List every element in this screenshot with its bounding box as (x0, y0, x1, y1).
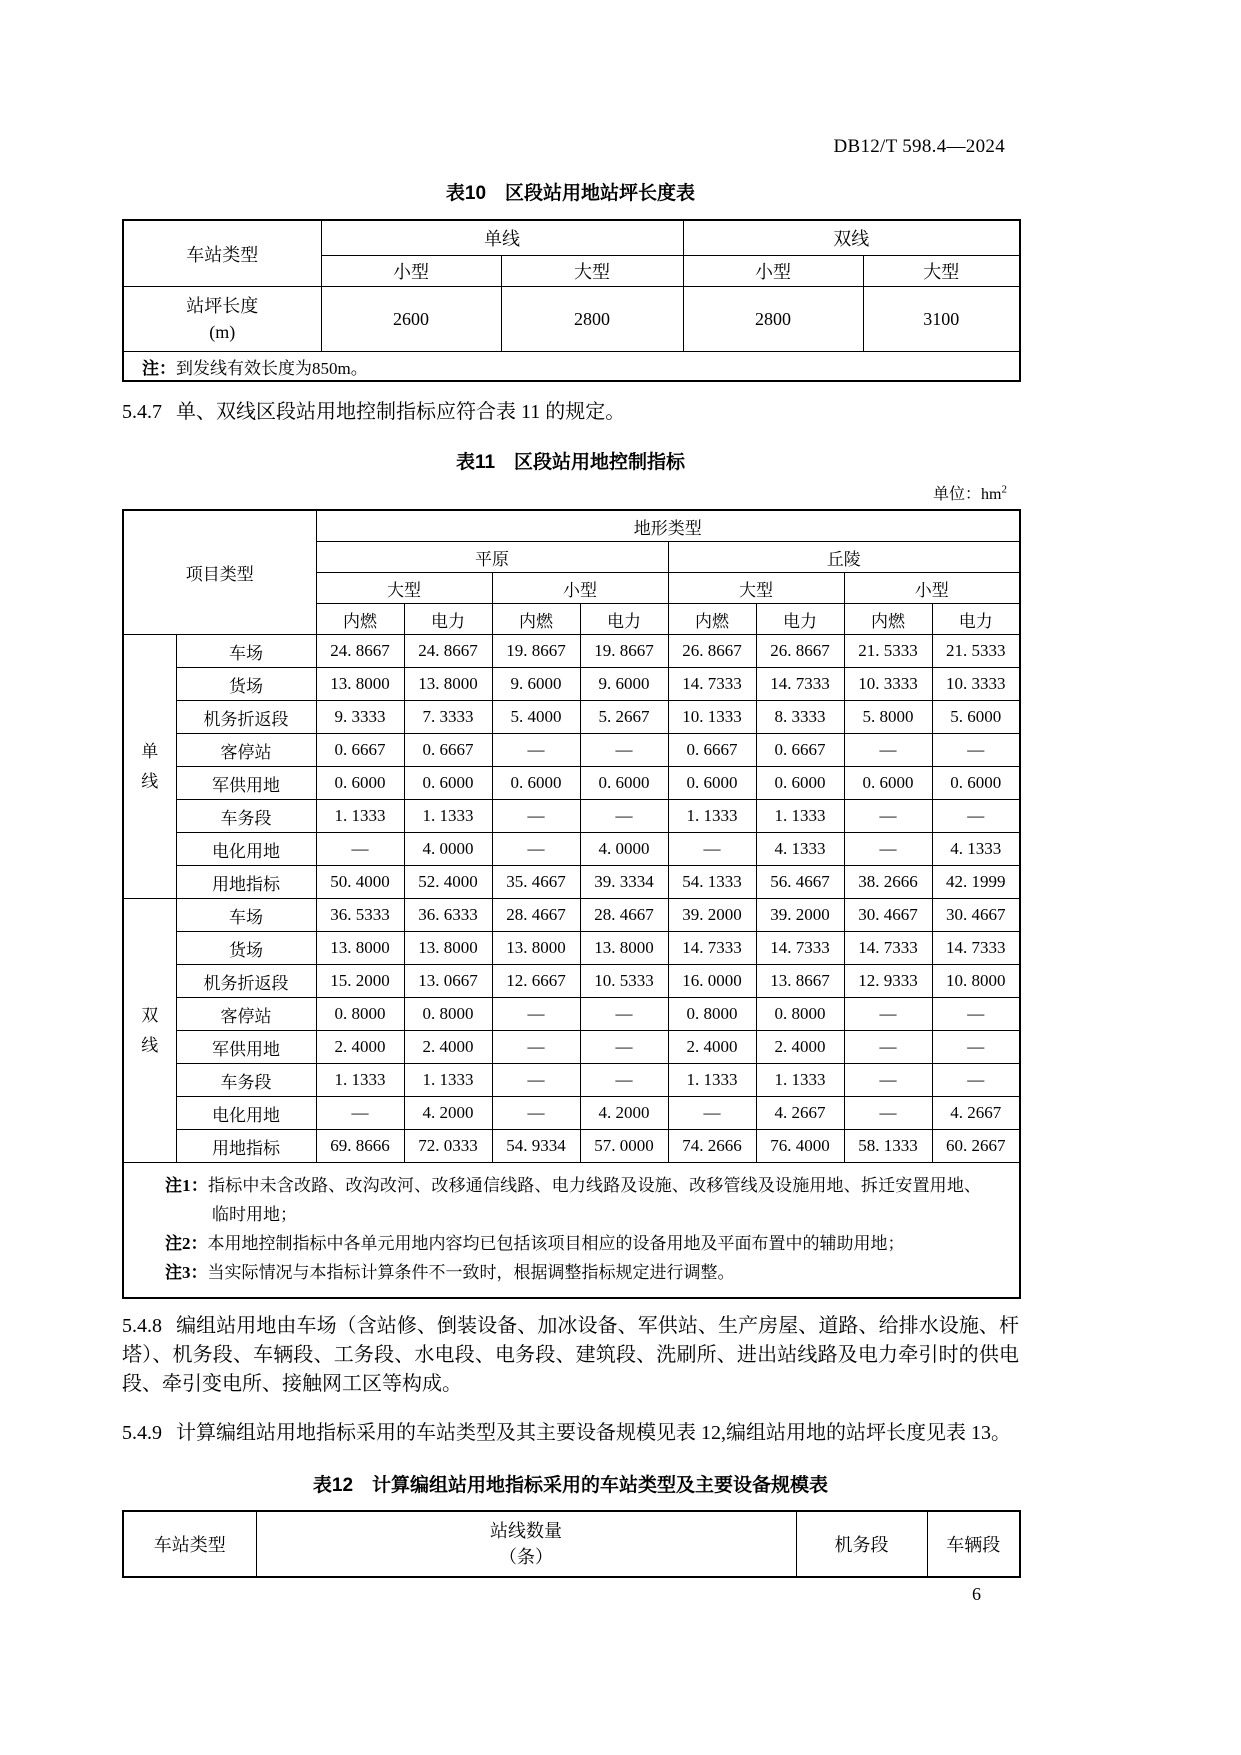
value-cell: — (844, 734, 932, 767)
row-label-line2: (m) (209, 322, 236, 342)
value-cell: 2600 (321, 287, 501, 352)
table-row (123, 866, 1020, 899)
value-cell: — (316, 1097, 404, 1130)
header-cell-size: 小型 (492, 573, 668, 604)
value-cell: 1. 1333 (668, 800, 756, 833)
value-cell: 4. 2667 (756, 1097, 844, 1130)
value-cell: 2. 4000 (668, 1031, 756, 1064)
table-row (123, 701, 1020, 734)
header-cell-size: 小型 (844, 573, 1020, 604)
value-cell: 54. 9334 (492, 1130, 580, 1163)
table-row (123, 510, 1020, 542)
table-row (123, 932, 1020, 965)
value-cell: 19. 8667 (580, 635, 668, 668)
value-cell: 13. 8000 (316, 932, 404, 965)
value-cell: 0. 6667 (756, 734, 844, 767)
value-cell: 1. 1333 (316, 800, 404, 833)
table-row (123, 998, 1020, 1031)
value-cell: — (580, 998, 668, 1031)
value-cell: 14. 7333 (932, 932, 1020, 965)
header-cell-track-count (256, 1511, 796, 1577)
section-5-4-8 (122, 1312, 1019, 1399)
row-label-line1: 站坪长度 (186, 296, 259, 316)
value-cell: 14. 7333 (668, 932, 756, 965)
header-cell-size: 大型 (863, 256, 1020, 287)
table-row (123, 287, 1020, 352)
unit-superscript: 2 (1001, 483, 1007, 496)
value-cell: 13. 8000 (316, 668, 404, 701)
table-row (123, 833, 1020, 866)
header-cell-power: 电力 (404, 604, 492, 635)
table10 (122, 219, 1021, 382)
value-cell: 14. 7333 (844, 932, 932, 965)
note-label: 注： (142, 358, 176, 378)
header-cell-project-type: 项目类型 (123, 510, 316, 635)
value-cell: 14. 7333 (668, 668, 756, 701)
value-cell: 5. 8000 (844, 701, 932, 734)
value-cell: 10. 8000 (932, 965, 1020, 998)
value-cell: — (844, 998, 932, 1031)
value-cell: 35. 4667 (492, 866, 580, 899)
item-label-cell: 用地指标 (176, 866, 316, 899)
value-cell: 2800 (501, 287, 683, 352)
value-cell: 26. 8667 (668, 635, 756, 668)
table12-title: 表12 计算编组站用地指标采用的车站类型及主要设备规模表 (312, 1475, 829, 1496)
table-row (123, 1511, 1020, 1577)
value-cell: 24. 8667 (316, 635, 404, 668)
value-cell: 0. 8000 (404, 998, 492, 1031)
header-cell-rolling-stock-depot: 车辆段 (927, 1511, 1020, 1577)
header-cell-double-line: 双线 (683, 220, 1020, 256)
value-cell: — (932, 734, 1020, 767)
value-cell: 0. 6000 (668, 767, 756, 800)
section-number: 5.4.8 (122, 1315, 162, 1337)
table10-note-cell (123, 352, 1020, 382)
value-cell: 0. 6000 (932, 767, 1020, 800)
value-cell: 42. 1999 (932, 866, 1020, 899)
table-row (123, 668, 1020, 701)
unit-label (122, 481, 1019, 504)
table-row (123, 767, 1020, 800)
value-cell: 54. 1333 (668, 866, 756, 899)
header-cell-hill: 丘陵 (668, 542, 1020, 573)
value-cell: 39. 3334 (580, 866, 668, 899)
value-cell: 30. 4667 (932, 899, 1020, 932)
row-label-cell (123, 287, 321, 352)
section-number: 5.4.9 (122, 1422, 162, 1444)
header-cell-terrain-type: 地形类型 (316, 510, 1020, 542)
section-text: 计算编组站用地指标采用的车站类型及其主要设备规模见表 12,编组站用地的站坪长度见表 13。 (176, 1422, 1011, 1444)
value-cell: — (492, 1097, 580, 1130)
table-row (123, 635, 1020, 668)
value-cell: 12. 9333 (844, 965, 932, 998)
value-cell: — (668, 1097, 756, 1130)
value-cell: 14. 7333 (756, 668, 844, 701)
value-cell: 4. 0000 (404, 833, 492, 866)
value-cell: 26. 8667 (756, 635, 844, 668)
value-cell: 4. 2000 (404, 1097, 492, 1130)
value-cell: 10. 3333 (932, 668, 1020, 701)
table11-notes-cell (123, 1163, 1020, 1299)
value-cell: — (844, 1064, 932, 1097)
value-cell: 19. 8667 (492, 635, 580, 668)
item-label-cell: 机务折返段 (176, 701, 316, 734)
header-cell-power: 内燃 (316, 604, 404, 635)
table-row (123, 899, 1020, 932)
note-label: 注3： (165, 1263, 208, 1282)
value-cell: 0. 6000 (404, 767, 492, 800)
header-cell-power: 内燃 (492, 604, 580, 635)
header-cell-size: 大型 (668, 573, 844, 604)
value-cell: 9. 6000 (492, 668, 580, 701)
value-cell: — (844, 833, 932, 866)
value-cell: 4. 1333 (932, 833, 1020, 866)
value-cell: 50. 4000 (316, 866, 404, 899)
value-cell: 0. 8000 (316, 998, 404, 1031)
section-5-4-7 (122, 398, 1019, 427)
value-cell: 21. 5333 (932, 635, 1020, 668)
value-cell: 1. 1333 (756, 1064, 844, 1097)
value-cell: 16. 0000 (668, 965, 756, 998)
table-row (123, 965, 1020, 998)
value-cell: — (580, 1064, 668, 1097)
value-cell: 1. 1333 (404, 1064, 492, 1097)
note-text: 到发线有效长度为850m。 (176, 358, 368, 378)
header-cell-size: 小型 (683, 256, 863, 287)
table-row (123, 1031, 1020, 1064)
table-row (123, 1130, 1020, 1163)
item-label-cell: 机务折返段 (176, 965, 316, 998)
value-cell: 13. 8000 (404, 932, 492, 965)
value-cell: 52. 4000 (404, 866, 492, 899)
value-cell: — (492, 998, 580, 1031)
value-cell: 72. 0333 (404, 1130, 492, 1163)
item-label-cell: 客停站 (176, 734, 316, 767)
table11-title: 表11 区段站用地控制指标 (455, 452, 686, 473)
note-label: 注1： (165, 1176, 209, 1195)
value-cell: — (492, 734, 580, 767)
group-label-cell: 单线 (123, 635, 176, 899)
header-cell-station-type: 车站类型 (123, 1511, 256, 1577)
value-cell: 1. 1333 (404, 800, 492, 833)
note-line (124, 1258, 1009, 1287)
item-label-cell: 军供用地 (176, 1031, 316, 1064)
value-cell: — (492, 833, 580, 866)
item-label-cell: 电化用地 (176, 1097, 316, 1130)
note-label: 注2： (165, 1234, 208, 1253)
value-cell: 0. 6000 (756, 767, 844, 800)
value-cell: 4. 0000 (580, 833, 668, 866)
value-cell: 1. 1333 (756, 800, 844, 833)
value-cell: 13. 8000 (580, 932, 668, 965)
value-cell: 13. 8667 (756, 965, 844, 998)
header-cell-size: 大型 (316, 573, 492, 604)
value-cell: 0. 8000 (668, 998, 756, 1031)
value-cell: — (932, 998, 1020, 1031)
value-cell: 5. 2667 (580, 701, 668, 734)
value-cell: 39. 2000 (756, 899, 844, 932)
value-cell: 13. 8000 (492, 932, 580, 965)
header-cell-size: 大型 (501, 256, 683, 287)
value-cell: 13. 0667 (404, 965, 492, 998)
value-cell: 12. 6667 (492, 965, 580, 998)
section-text: 单、双线区段站用地控制指标应符合表 11 的规定。 (176, 401, 626, 423)
value-cell: 9. 6000 (580, 668, 668, 701)
value-cell: 0. 6000 (492, 767, 580, 800)
item-label-cell: 车务段 (176, 1064, 316, 1097)
value-cell: — (844, 1031, 932, 1064)
value-cell: 30. 4667 (844, 899, 932, 932)
table-row (123, 352, 1020, 382)
value-cell: 0. 6667 (316, 734, 404, 767)
value-cell: 60. 2667 (932, 1130, 1020, 1163)
value-cell: 13. 8000 (404, 668, 492, 701)
header-cell-single-line: 单线 (321, 220, 683, 256)
item-label-cell: 货场 (176, 668, 316, 701)
table10-title: 表10 区段站用地站坪长度表 (445, 183, 696, 204)
page-number: 6 (972, 1584, 981, 1604)
value-cell: 5. 6000 (932, 701, 1020, 734)
value-cell: 0. 6667 (668, 734, 756, 767)
value-cell: 58. 1333 (844, 1130, 932, 1163)
section-text: 编组站用地由车场（含站修、倒装设备、加冰设备、军供站、生产房屋、道路、给排水设施、杆塔）、机务段、车辆段、工务段、水电段、电务段、建筑段、洗刷所、进出站线路及电力牵引时的供电段、牵引变电所、接触网工区等构成。 (122, 1315, 1019, 1395)
group-label-cell: 双线 (123, 899, 176, 1163)
value-cell: 2800 (683, 287, 863, 352)
header-cell-power: 电力 (756, 604, 844, 635)
value-cell: 76. 4000 (756, 1130, 844, 1163)
value-cell: — (492, 1031, 580, 1064)
header-cell-station-type: 车站类型 (123, 220, 321, 287)
value-cell: — (580, 1031, 668, 1064)
value-cell: 3100 (863, 287, 1020, 352)
value-cell: 1. 1333 (668, 1064, 756, 1097)
value-cell: — (492, 800, 580, 833)
value-cell: 36. 5333 (316, 899, 404, 932)
table12 (122, 1510, 1021, 1578)
section-number: 5.4.7 (122, 401, 162, 423)
value-cell: 28. 4667 (492, 899, 580, 932)
value-cell: 4. 2667 (932, 1097, 1020, 1130)
table-row (123, 800, 1020, 833)
header-cell-size: 小型 (321, 256, 501, 287)
table-row (123, 220, 1020, 256)
item-label-cell: 用地指标 (176, 1130, 316, 1163)
value-cell: — (932, 1031, 1020, 1064)
value-cell: — (580, 734, 668, 767)
item-label-cell: 客停站 (176, 998, 316, 1031)
value-cell: 39. 2000 (668, 899, 756, 932)
value-cell: 28. 4667 (580, 899, 668, 932)
item-label-cell: 货场 (176, 932, 316, 965)
value-cell: 0. 6000 (844, 767, 932, 800)
note-text: 当实际情况与本指标计算条件不一致时，根据调整指标规定进行调整。 (207, 1263, 735, 1282)
value-cell: — (844, 1097, 932, 1130)
document-page (122, 0, 1019, 1605)
value-cell: 57. 0000 (580, 1130, 668, 1163)
value-cell: 74. 2666 (668, 1130, 756, 1163)
value-cell: 7. 3333 (404, 701, 492, 734)
table-row (123, 1097, 1020, 1130)
value-cell: — (316, 833, 404, 866)
table-row (123, 1163, 1020, 1299)
value-cell: 2. 4000 (316, 1031, 404, 1064)
track-count-line2: （条） (499, 1547, 553, 1567)
table11 (122, 509, 1021, 1299)
value-cell: 2. 4000 (756, 1031, 844, 1064)
header-cell-plain: 平原 (316, 542, 668, 573)
note-text: 指标中未含改路、改沟改河、改移通信线路、电力线路及设施、改移管线及设施用地、拆迁安置用地、临时用地； (208, 1176, 982, 1224)
item-label-cell: 军供用地 (176, 767, 316, 800)
table-row (123, 1064, 1020, 1097)
note-line (124, 1229, 1009, 1258)
value-cell: 21. 5333 (844, 635, 932, 668)
value-cell: 10. 5333 (580, 965, 668, 998)
item-label-cell: 电化用地 (176, 833, 316, 866)
value-cell: — (668, 833, 756, 866)
header-cell-power: 内燃 (668, 604, 756, 635)
unit-text: 单位：hm (933, 486, 1002, 503)
value-cell: 4. 2000 (580, 1097, 668, 1130)
value-cell: — (580, 800, 668, 833)
value-cell: 24. 8667 (404, 635, 492, 668)
track-count-line1: 站线数量 (490, 1521, 562, 1541)
value-cell: 9. 3333 (316, 701, 404, 734)
value-cell: 15. 2000 (316, 965, 404, 998)
header-cell-power: 电力 (932, 604, 1020, 635)
header-cell-loco-depot: 机务段 (796, 1511, 927, 1577)
header-cell-power: 内燃 (844, 604, 932, 635)
value-cell: 38. 2666 (844, 866, 932, 899)
value-cell: — (932, 800, 1020, 833)
header-cell-power: 电力 (580, 604, 668, 635)
value-cell: 0. 6667 (404, 734, 492, 767)
item-label-cell: 车务段 (176, 800, 316, 833)
value-cell: 5. 4000 (492, 701, 580, 734)
value-cell: 0. 6000 (316, 767, 404, 800)
value-cell: 8. 3333 (756, 701, 844, 734)
table-row (123, 734, 1020, 767)
value-cell: 69. 8666 (316, 1130, 404, 1163)
item-label-cell: 车场 (176, 635, 316, 668)
value-cell: 10. 3333 (844, 668, 932, 701)
value-cell: — (932, 1064, 1020, 1097)
value-cell: — (492, 1064, 580, 1097)
value-cell: 10. 1333 (668, 701, 756, 734)
value-cell: 36. 6333 (404, 899, 492, 932)
value-cell: — (844, 800, 932, 833)
section-5-4-9 (122, 1419, 1019, 1448)
value-cell: 14. 7333 (756, 932, 844, 965)
item-label-cell: 车场 (176, 899, 316, 932)
value-cell: 0. 6000 (580, 767, 668, 800)
value-cell: 4. 1333 (756, 833, 844, 866)
value-cell: 0. 8000 (756, 998, 844, 1031)
value-cell: 2. 4000 (404, 1031, 492, 1064)
note-text: 本用地控制指标中各单元用地内容均已包括该项目相应的设备用地及平面布置中的辅助用地； (207, 1234, 905, 1253)
doc-number: DB12/T 598.4—2024 (833, 136, 1005, 157)
value-cell: 1. 1333 (316, 1064, 404, 1097)
note-line (124, 1171, 1009, 1229)
value-cell: 56. 4667 (756, 866, 844, 899)
